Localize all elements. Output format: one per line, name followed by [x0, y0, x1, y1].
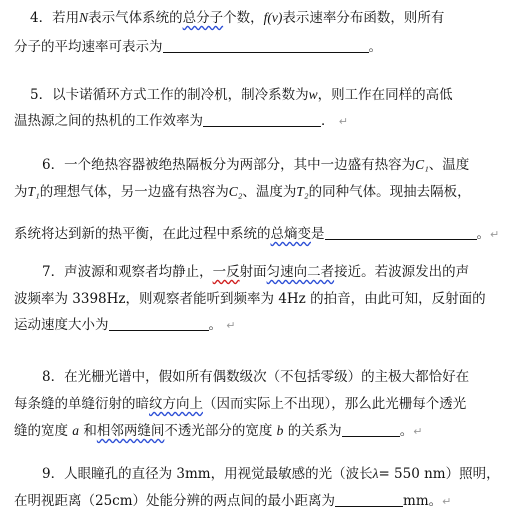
q4-text: 表示气体系统的 [88, 10, 183, 26]
q6-text: 、温度为 [242, 184, 297, 200]
q4-wavy-text: 总分子 [182, 10, 224, 26]
q6-text: 。 [476, 226, 490, 242]
q8-text: 不透光部分的宽度 [164, 423, 273, 439]
q9-answer-blank[interactable] [335, 492, 403, 507]
q4-text: 。 [368, 39, 382, 55]
q5-text: ． [321, 113, 335, 129]
q8-text: 和 [83, 423, 97, 439]
q8-text: 每条缝的单缝衍射的暗 [14, 396, 149, 412]
q6-text: 的理想气体，另一边盛有热容为 [39, 184, 229, 200]
q6-text: 为 [14, 184, 28, 200]
q6-line1 [0, 156, 510, 174]
q8-line3 [0, 422, 510, 441]
q6-answer-blank[interactable] [325, 225, 477, 240]
q8-answer-blank[interactable] [342, 422, 400, 437]
q9-symbol-lambda: λ [372, 466, 379, 481]
q4-answer-blank[interactable] [163, 38, 369, 53]
q7-text: 7．声波源和观察者均静止， [42, 264, 213, 280]
q5-line1 [0, 86, 510, 104]
q9-text: = 550 nm）照明， [378, 466, 500, 482]
q8-symbol-a: a [72, 423, 80, 438]
q9-line2 [0, 492, 510, 511]
q6-text: 6．一个绝热容器被绝热隔板分为两部分，其中一边盛有热容为 [42, 157, 416, 173]
q7-text: 运动速度大小为 [14, 317, 109, 333]
q7-wavy-text: 匀速向二者 [266, 264, 335, 280]
q5-text: ，则工作在同样的高低 [317, 87, 453, 103]
q4-line1 [0, 9, 510, 27]
q7-wavy-text: 一反 [212, 264, 240, 280]
q6-text: 系统将达到新的热平衡，在此过程中系统的 [14, 226, 271, 242]
paragraph-mark-icon: ↵ [338, 115, 349, 128]
q8-line1 [0, 368, 510, 386]
q7-text: 波频率为 3398Hz，则观察者能听到频率为 4Hz 的拍音，由此可知，反射面的 [14, 291, 486, 307]
q4-text: 表示速率分布函数，则所有 [282, 10, 445, 26]
q9-text: mm。 [403, 493, 443, 509]
q4-line2 [0, 38, 510, 56]
q6-text: 的同种气体。现抽去隔板， [308, 184, 471, 200]
q7-text: 接近。若波源发出的声 [334, 264, 470, 280]
q6-wavy-text: 总熵变 [270, 226, 311, 242]
q4-text: 4．若用 [30, 10, 80, 26]
q6-line2 [0, 183, 510, 201]
q8-text: （因而实际上不出现），那么此光栅每个透光 [203, 396, 467, 412]
q5-answer-blank[interactable] [203, 112, 321, 127]
q7-line1 [0, 263, 510, 281]
q6-symbol-C2: C₂ [228, 184, 243, 199]
q7-answer-blank[interactable] [109, 316, 209, 331]
q8-text: 的关系为 [287, 423, 342, 439]
q6-symbol-C1: C₁ [415, 157, 429, 172]
q5-text: 5．以卡诺循环方式工作的制冷机，制冷系数为 [30, 87, 309, 103]
q9-line1 [0, 465, 510, 483]
q4-symbol-N: N [79, 10, 89, 25]
q4-text: 分子的平均速率可表示为 [14, 39, 163, 55]
q6-text: 、温度 [428, 157, 470, 173]
q6-line3 [0, 225, 510, 244]
q4-text: 个数， [223, 10, 264, 26]
q5-line2 [0, 112, 510, 131]
paragraph-mark-icon: ↵ [413, 425, 423, 438]
q7-line2 [0, 290, 510, 308]
q7-text: 射面 [239, 264, 267, 280]
q8-text: 8．在光栅光谱中，假如所有偶数级次（不包括零级）的主极大都恰好在 [42, 369, 470, 385]
q6-symbol-T1: T₁ [27, 184, 40, 199]
q8-wavy-text: 相邻两缝间 [96, 423, 165, 439]
q8-line2 [0, 395, 510, 413]
q4-symbol-fv: f(v) [263, 10, 283, 25]
q8-text: 。 [399, 423, 414, 439]
q5-symbol-w: w [308, 87, 318, 102]
q8-wavy-text: 纹方向上 [149, 396, 203, 412]
q6-symbol-T2: T₂ [296, 184, 309, 199]
paragraph-mark-icon: ↵ [490, 228, 500, 241]
q8-symbol-b: b [276, 423, 284, 438]
paragraph-mark-icon: ↵ [226, 319, 236, 332]
q6-text: 是 [311, 226, 325, 242]
q5-text: 温热源之间的热机的工作效率为 [14, 113, 203, 129]
q9-text: 9．人眼瞳孔的直径为 3mm，用视觉最敏感的光（波长 [42, 466, 373, 482]
q7-text: 。 [208, 317, 222, 333]
q7-line3 [0, 316, 510, 335]
q9-text: 在明视距离（25cm）处能分辨的两点间的最小距离为 [14, 493, 336, 509]
q8-text: 缝的宽度 [14, 423, 68, 439]
paragraph-mark-icon: ↵ [442, 495, 452, 508]
